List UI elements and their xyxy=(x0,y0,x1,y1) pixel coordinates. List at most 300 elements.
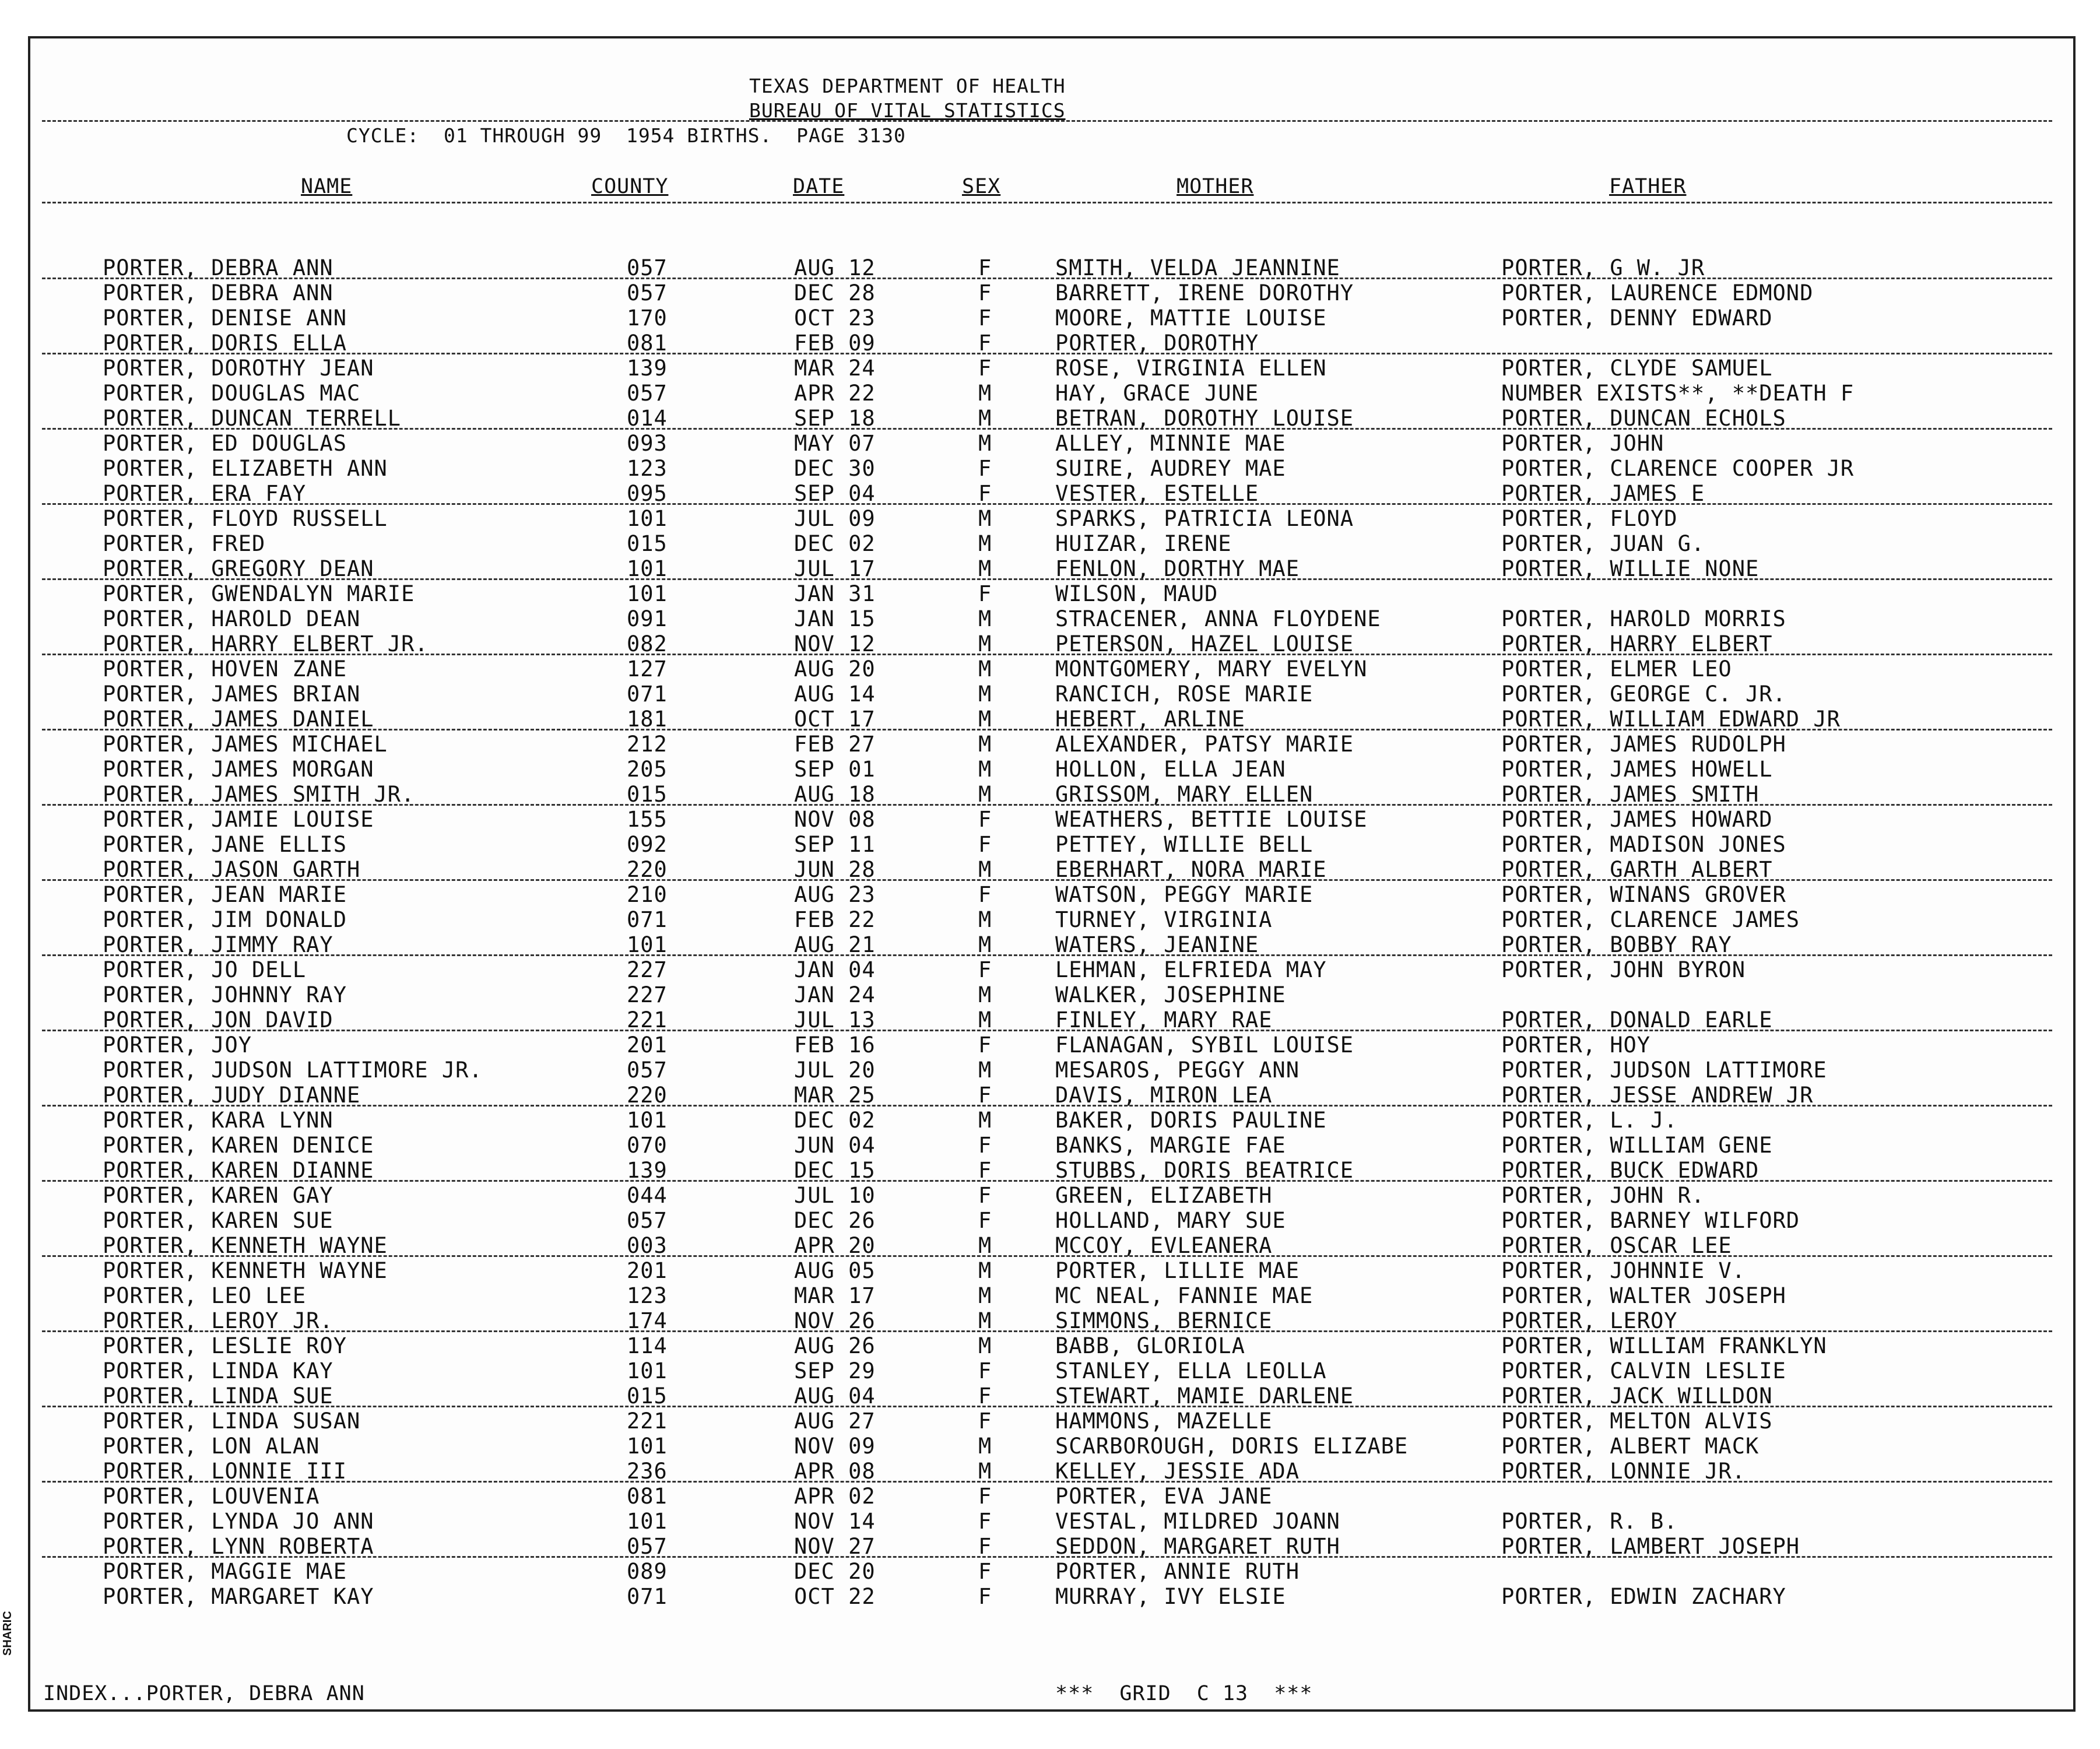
cell-mother: PORTER, DOROTHY xyxy=(1055,331,1259,356)
cell-mother: BETRAN, DOROTHY LOUISE xyxy=(1055,406,1354,431)
cell-name: PORTER, KENNETH WAYNE xyxy=(103,1233,388,1258)
cell-sex: M xyxy=(978,531,992,556)
cell-date: SEP 04 xyxy=(794,481,876,506)
cell-mother: GRISSOM, MARY ELLEN xyxy=(1055,782,1314,807)
cell-name: PORTER, JAMES MORGAN xyxy=(103,757,374,782)
cell-father: PORTER, DONALD EARLE xyxy=(1501,1007,1773,1032)
cell-date: SEP 01 xyxy=(794,757,876,782)
cell-sex: F xyxy=(978,1584,992,1609)
cell-father: PORTER, BOBBY RAY xyxy=(1501,932,1732,957)
cell-mother: HAMMONS, MAZELLE xyxy=(1055,1409,1273,1434)
cell-mother: HOLLAND, MARY SUE xyxy=(1055,1208,1286,1233)
cell-mother: PORTER, LILLIE MAE xyxy=(1055,1258,1300,1283)
cell-name: PORTER, JIMMY RAY xyxy=(103,932,333,957)
table-row xyxy=(0,556,2099,581)
row-group-rule xyxy=(42,729,2052,730)
cell-mother: SUIRE, AUDREY MAE xyxy=(1055,456,1286,481)
grid-label: *** GRID C 13 *** xyxy=(1055,1682,1313,1705)
table-row xyxy=(0,406,2099,431)
cell-sex: F xyxy=(978,1534,992,1559)
cell-father: PORTER, JOHN BYRON xyxy=(1501,957,1746,982)
cell-mother: SMITH, VELDA JEANNINE xyxy=(1055,255,1340,280)
row-group-rule xyxy=(42,1556,2052,1558)
table-row xyxy=(0,1032,2099,1058)
cell-mother: STEWART, MAMIE DARLENE xyxy=(1055,1383,1354,1409)
cell-county: 015 xyxy=(627,1383,668,1409)
cell-name: PORTER, DEBRA ANN xyxy=(103,280,333,305)
table-row xyxy=(0,581,2099,606)
table-row xyxy=(0,331,2099,356)
cell-sex: M xyxy=(978,556,992,581)
cell-date: NOV 26 xyxy=(794,1308,876,1333)
cell-sex: F xyxy=(978,1509,992,1534)
cell-mother: MOORE, MATTIE LOUISE xyxy=(1055,305,1327,331)
cell-county: 139 xyxy=(627,356,668,381)
cell-name: PORTER, DORIS ELLA xyxy=(103,331,347,356)
cell-date: JAN 31 xyxy=(794,581,876,606)
cell-sex: F xyxy=(978,280,992,305)
cell-name: PORTER, JAMES SMITH JR. xyxy=(103,782,415,807)
cell-name: PORTER, KENNETH WAYNE xyxy=(103,1258,388,1283)
cell-sex: F xyxy=(978,957,992,982)
cell-father: PORTER, OSCAR LEE xyxy=(1501,1233,1732,1258)
cell-county: 227 xyxy=(627,982,668,1007)
cell-mother: PETERSON, HAZEL LOUISE xyxy=(1055,631,1354,656)
cell-county: 139 xyxy=(627,1158,668,1183)
cell-sex: F xyxy=(978,1032,992,1058)
cell-father: PORTER, CLARENCE JAMES xyxy=(1501,907,1800,932)
table-row xyxy=(0,1007,2099,1032)
table-row xyxy=(0,506,2099,531)
cell-name: PORTER, KAREN DIANNE xyxy=(103,1158,374,1183)
cell-sex: F xyxy=(978,456,992,481)
table-row xyxy=(0,356,2099,381)
cell-date: JUL 20 xyxy=(794,1058,876,1083)
column-header-county: COUNTY xyxy=(591,175,669,198)
cell-date: FEB 16 xyxy=(794,1032,876,1058)
table-row xyxy=(0,1584,2099,1609)
cell-county: 236 xyxy=(627,1459,668,1484)
cell-date: APR 22 xyxy=(794,381,876,406)
row-group-rule xyxy=(42,353,2052,354)
cell-mother: HOLLON, ELLA JEAN xyxy=(1055,757,1286,782)
cell-mother: WATERS, JEANINE xyxy=(1055,932,1259,957)
cell-father: PORTER, HAROLD MORRIS xyxy=(1501,606,1786,631)
cell-sex: M xyxy=(978,757,992,782)
cell-county: 114 xyxy=(627,1333,668,1358)
row-group-rule xyxy=(42,1406,2052,1407)
cell-name: PORTER, HAROLD DEAN xyxy=(103,606,361,631)
cell-county: 155 xyxy=(627,807,668,832)
cell-county: 091 xyxy=(627,606,668,631)
cell-county: 014 xyxy=(627,406,668,431)
cell-county: 101 xyxy=(627,581,668,606)
row-group-rule xyxy=(42,1255,2052,1257)
cell-sex: F xyxy=(978,882,992,907)
table-row xyxy=(0,707,2099,732)
cell-name: PORTER, KAREN GAY xyxy=(103,1183,333,1208)
cell-county: 057 xyxy=(627,1208,668,1233)
table-row xyxy=(0,305,2099,331)
cell-sex: F xyxy=(978,1409,992,1434)
cell-name: PORTER, LONNIE III xyxy=(103,1459,347,1484)
cell-sex: M xyxy=(978,406,992,431)
table-row xyxy=(0,1183,2099,1208)
cell-father: PORTER, WALTER JOSEPH xyxy=(1501,1283,1786,1308)
row-group-rule xyxy=(42,1105,2052,1107)
table-row xyxy=(0,782,2099,807)
cell-sex: M xyxy=(978,1283,992,1308)
column-header-date: DATE xyxy=(793,175,845,198)
cell-county: 070 xyxy=(627,1133,668,1158)
cell-name: PORTER, JAMES MICHAEL xyxy=(103,732,388,757)
cell-name: PORTER, KARA LYNN xyxy=(103,1108,333,1133)
cell-father: PORTER, DENNY EDWARD xyxy=(1501,305,1773,331)
cell-county: 044 xyxy=(627,1183,668,1208)
cell-mother: ALEXANDER, PATSY MARIE xyxy=(1055,732,1354,757)
cell-name: PORTER, JON DAVID xyxy=(103,1007,333,1032)
cell-sex: F xyxy=(978,356,992,381)
cell-name: PORTER, JIM DONALD xyxy=(103,907,347,932)
cell-date: OCT 17 xyxy=(794,707,876,732)
cell-county: 057 xyxy=(627,381,668,406)
cell-father: PORTER, WINANS GROVER xyxy=(1501,882,1786,907)
table-row xyxy=(0,1133,2099,1158)
cell-county: 220 xyxy=(627,1083,668,1108)
cell-mother: MONTGOMERY, MARY EVELYN xyxy=(1055,656,1368,682)
table-row xyxy=(0,1409,2099,1434)
cell-mother: RANCICH, ROSE MARIE xyxy=(1055,682,1314,707)
cell-sex: F xyxy=(978,1183,992,1208)
cell-county: 220 xyxy=(627,857,668,882)
cell-date: DEC 26 xyxy=(794,1208,876,1233)
cell-father: PORTER, LAURENCE EDMOND xyxy=(1501,280,1814,305)
table-row xyxy=(0,832,2099,857)
table-row xyxy=(0,1383,2099,1409)
cell-date: AUG 12 xyxy=(794,255,876,280)
cell-name: PORTER, LOUVENIA xyxy=(103,1484,320,1509)
column-header-name: NAME xyxy=(301,175,353,198)
cell-name: PORTER, LESLIE ROY xyxy=(103,1333,347,1358)
cell-father: PORTER, JOHN R. xyxy=(1501,1183,1705,1208)
cell-county: 082 xyxy=(627,631,668,656)
cycle-line: CYCLE: 01 THROUGH 99 1954 BIRTHS. PAGE 3130 xyxy=(346,124,906,147)
cell-county: 127 xyxy=(627,656,668,682)
cell-date: OCT 22 xyxy=(794,1584,876,1609)
cell-sex: M xyxy=(978,1333,992,1358)
table-row xyxy=(0,1333,2099,1358)
cell-mother: SEDDON, MARGARET RUTH xyxy=(1055,1534,1340,1559)
cell-sex: F xyxy=(978,807,992,832)
cell-father: PORTER, HOY xyxy=(1501,1032,1651,1058)
cell-date: AUG 04 xyxy=(794,1383,876,1409)
cell-name: PORTER, JOHNNY RAY xyxy=(103,982,347,1007)
cell-mother: ALLEY, MINNIE MAE xyxy=(1055,431,1286,456)
row-group-rule xyxy=(42,428,2052,430)
table-row xyxy=(0,932,2099,957)
cell-name: PORTER, LYNN ROBERTA xyxy=(103,1534,374,1559)
cell-father: PORTER, CLARENCE COOPER JR xyxy=(1501,456,1855,481)
cell-mother: BANKS, MARGIE FAE xyxy=(1055,1133,1286,1158)
cell-father: PORTER, ELMER LEO xyxy=(1501,656,1732,682)
cell-father: PORTER, LONNIE JR. xyxy=(1501,1459,1746,1484)
table-row xyxy=(0,882,2099,907)
index-label: INDEX...PORTER, DEBRA ANN xyxy=(43,1682,365,1705)
side-label: SHARIC xyxy=(1,1611,14,1656)
table-row xyxy=(0,1559,2099,1584)
cell-date: JUL 10 xyxy=(794,1183,876,1208)
cell-sex: M xyxy=(978,631,992,656)
cell-county: 071 xyxy=(627,1584,668,1609)
cell-sex: M xyxy=(978,1434,992,1459)
table-row xyxy=(0,807,2099,832)
cell-mother: BAKER, DORIS PAULINE xyxy=(1055,1108,1327,1133)
department-title: TEXAS DEPARTMENT OF HEALTH xyxy=(749,75,1066,97)
cell-father: PORTER, JESSE ANDREW JR xyxy=(1501,1083,1814,1108)
cell-name: PORTER, HOVEN ZANE xyxy=(103,656,347,682)
row-group-rule xyxy=(42,1030,2052,1031)
cell-sex: F xyxy=(978,581,992,606)
cell-sex: M xyxy=(978,857,992,882)
cell-name: PORTER, LINDA SUE xyxy=(103,1383,333,1409)
cell-father: PORTER, JOHNNIE V. xyxy=(1501,1258,1746,1283)
table-row xyxy=(0,1534,2099,1559)
cell-mother: WEATHERS, BETTIE LOUISE xyxy=(1055,807,1368,832)
cell-mother: ROSE, VIRGINIA ELLEN xyxy=(1055,356,1327,381)
cell-name: PORTER, JUDY DIANNE xyxy=(103,1083,361,1108)
cell-mother: GREEN, ELIZABETH xyxy=(1055,1183,1273,1208)
cell-county: 101 xyxy=(627,1108,668,1133)
column-header-father: FATHER xyxy=(1609,175,1687,198)
cell-father: PORTER, WILLIAM EDWARD JR xyxy=(1501,707,1841,732)
table-row xyxy=(0,1484,2099,1509)
cell-father: PORTER, L. J. xyxy=(1501,1108,1678,1133)
cell-father: PORTER, CLYDE SAMUEL xyxy=(1501,356,1773,381)
column-header-mother: MOTHER xyxy=(1177,175,1254,198)
cell-sex: M xyxy=(978,1007,992,1032)
cell-mother: KELLEY, JESSIE ADA xyxy=(1055,1459,1300,1484)
header-rule xyxy=(42,120,2052,122)
cell-county: 123 xyxy=(627,456,668,481)
column-header-sex: SEX xyxy=(962,175,1001,198)
cell-county: 092 xyxy=(627,832,668,857)
cell-date: JUL 09 xyxy=(794,506,876,531)
cell-sex: M xyxy=(978,707,992,732)
cell-sex: M xyxy=(978,431,992,456)
cell-mother: LEHMAN, ELFRIEDA MAY xyxy=(1055,957,1327,982)
cell-sex: F xyxy=(978,1208,992,1233)
cell-sex: M xyxy=(978,1233,992,1258)
cell-mother: HUIZAR, IRENE xyxy=(1055,531,1232,556)
cell-father: PORTER, FLOYD xyxy=(1501,506,1678,531)
cell-name: PORTER, LYNDA JO ANN xyxy=(103,1509,374,1534)
cell-father: PORTER, JAMES HOWELL xyxy=(1501,757,1773,782)
cell-county: 089 xyxy=(627,1559,668,1584)
cell-date: SEP 29 xyxy=(794,1358,876,1383)
cell-mother: HEBERT, ARLINE xyxy=(1055,707,1245,732)
cell-date: SEP 18 xyxy=(794,406,876,431)
cell-county: 101 xyxy=(627,1434,668,1459)
table-row xyxy=(0,280,2099,305)
cell-sex: F xyxy=(978,305,992,331)
cell-mother: STUBBS, DORIS BEATRICE xyxy=(1055,1158,1354,1183)
cell-county: 003 xyxy=(627,1233,668,1258)
cell-mother: MURRAY, IVY ELSIE xyxy=(1055,1584,1286,1609)
cell-date: SEP 11 xyxy=(794,832,876,857)
cell-county: 205 xyxy=(627,757,668,782)
cell-name: PORTER, LINDA KAY xyxy=(103,1358,333,1383)
cell-county: 015 xyxy=(627,782,668,807)
cell-sex: M xyxy=(978,1308,992,1333)
cell-county: 057 xyxy=(627,1534,668,1559)
cell-father: PORTER, JACK WILLDON xyxy=(1501,1383,1773,1409)
cell-county: 181 xyxy=(627,707,668,732)
cell-father: PORTER, WILLIE NONE xyxy=(1501,556,1760,581)
row-group-rule xyxy=(42,1330,2052,1332)
cell-mother: TURNEY, VIRGINIA xyxy=(1055,907,1273,932)
cell-county: 101 xyxy=(627,1509,668,1534)
cell-date: AUG 27 xyxy=(794,1409,876,1434)
cell-name: PORTER, MAGGIE MAE xyxy=(103,1559,347,1584)
cell-name: PORTER, ERA FAY xyxy=(103,481,307,506)
cell-mother: WALKER, JOSEPHINE xyxy=(1055,982,1286,1007)
cell-county: 081 xyxy=(627,1484,668,1509)
cell-sex: F xyxy=(978,255,992,280)
cell-name: PORTER, HARRY ELBERT JR. xyxy=(103,631,429,656)
cell-name: PORTER, LON ALAN xyxy=(103,1434,320,1459)
cell-name: PORTER, JEAN MARIE xyxy=(103,882,347,907)
cell-date: APR 02 xyxy=(794,1484,876,1509)
cell-father: PORTER, LEROY xyxy=(1501,1308,1678,1333)
cell-date: AUG 23 xyxy=(794,882,876,907)
cell-name: PORTER, DUNCAN TERRELL xyxy=(103,406,402,431)
cell-county: 221 xyxy=(627,1007,668,1032)
cell-father: PORTER, JAMES HOWARD xyxy=(1501,807,1773,832)
cell-county: 015 xyxy=(627,531,668,556)
cell-mother: WILSON, MAUD xyxy=(1055,581,1218,606)
cell-mother: MCCOY, EVLEANERA xyxy=(1055,1233,1273,1258)
cell-father: PORTER, G W. JR xyxy=(1501,255,1705,280)
cell-father: PORTER, ALBERT MACK xyxy=(1501,1434,1760,1459)
table-row xyxy=(0,1258,2099,1283)
row-group-rule xyxy=(42,804,2052,806)
cell-name: PORTER, LEROY JR. xyxy=(103,1308,333,1333)
row-group-rule xyxy=(42,654,2052,655)
table-row xyxy=(0,1283,2099,1308)
cell-father: PORTER, MELTON ALVIS xyxy=(1501,1409,1773,1434)
table-row xyxy=(0,631,2099,656)
cell-date: DEC 28 xyxy=(794,280,876,305)
table-row xyxy=(0,1509,2099,1534)
cell-sex: M xyxy=(978,732,992,757)
cell-sex: M xyxy=(978,381,992,406)
cell-mother: BABB, GLORIOLA xyxy=(1055,1333,1245,1358)
cell-name: PORTER, JO DELL xyxy=(103,957,307,982)
cell-sex: F xyxy=(978,1358,992,1383)
cell-sex: F xyxy=(978,331,992,356)
cell-name: PORTER, JAMES BRIAN xyxy=(103,682,361,707)
cell-date: FEB 09 xyxy=(794,331,876,356)
cell-date: DEC 02 xyxy=(794,531,876,556)
cell-father: PORTER, HARRY ELBERT xyxy=(1501,631,1773,656)
cell-date: NOV 09 xyxy=(794,1434,876,1459)
cell-name: PORTER, DOROTHY JEAN xyxy=(103,356,374,381)
cell-sex: M xyxy=(978,1058,992,1083)
table-row xyxy=(0,1233,2099,1258)
cell-county: 101 xyxy=(627,1358,668,1383)
cell-county: 071 xyxy=(627,682,668,707)
cell-sex: F xyxy=(978,1484,992,1509)
cell-mother: EBERHART, NORA MARIE xyxy=(1055,857,1327,882)
cell-mother: VESTER, ESTELLE xyxy=(1055,481,1259,506)
cell-county: 095 xyxy=(627,481,668,506)
cell-mother: PORTER, EVA JANE xyxy=(1055,1484,1273,1509)
cell-date: FEB 27 xyxy=(794,732,876,757)
cell-father: PORTER, GEORGE C. JR. xyxy=(1501,682,1786,707)
row-group-rule xyxy=(42,879,2052,881)
cell-mother: MC NEAL, FANNIE MAE xyxy=(1055,1283,1314,1308)
cell-sex: F xyxy=(978,1133,992,1158)
cell-mother: BARRETT, IRENE DOROTHY xyxy=(1055,280,1354,305)
table-row xyxy=(0,481,2099,506)
cell-county: 081 xyxy=(627,331,668,356)
cell-father: PORTER, MADISON JONES xyxy=(1501,832,1786,857)
cell-county: 057 xyxy=(627,1058,668,1083)
table-row xyxy=(0,1434,2099,1459)
column-header-rule xyxy=(42,202,2052,203)
cell-name: PORTER, KAREN DENICE xyxy=(103,1133,374,1158)
cell-date: NOV 08 xyxy=(794,807,876,832)
cell-father: PORTER, R. B. xyxy=(1501,1509,1678,1534)
row-group-rule xyxy=(42,503,2052,505)
cell-sex: M xyxy=(978,606,992,631)
table-row xyxy=(0,255,2099,280)
cell-date: NOV 12 xyxy=(794,631,876,656)
cell-name: PORTER, GREGORY DEAN xyxy=(103,556,374,581)
bureau-title: BUREAU OF VITAL STATISTICS xyxy=(749,99,1066,122)
cell-date: OCT 23 xyxy=(794,305,876,331)
cell-mother: DAVIS, MIRON LEA xyxy=(1055,1083,1273,1108)
row-group-rule xyxy=(42,278,2052,279)
cell-county: 101 xyxy=(627,556,668,581)
cell-father: PORTER, EDWIN ZACHARY xyxy=(1501,1584,1786,1609)
cell-county: 221 xyxy=(627,1409,668,1434)
cell-name: PORTER, LINDA SUSAN xyxy=(103,1409,361,1434)
cell-county: 174 xyxy=(627,1308,668,1333)
cell-sex: M xyxy=(978,982,992,1007)
table-row xyxy=(0,531,2099,556)
cell-sex: F xyxy=(978,481,992,506)
cell-sex: M xyxy=(978,656,992,682)
cell-county: 071 xyxy=(627,907,668,932)
cell-father: PORTER, JUDSON LATTIMORE xyxy=(1501,1058,1827,1083)
cell-sex: M xyxy=(978,907,992,932)
row-group-rule xyxy=(42,954,2052,956)
cell-county: 227 xyxy=(627,957,668,982)
cell-father: NUMBER EXISTS**, **DEATH F xyxy=(1501,381,1855,406)
cell-county: 123 xyxy=(627,1283,668,1308)
cell-county: 093 xyxy=(627,431,668,456)
table-row xyxy=(0,1358,2099,1383)
cell-name: PORTER, JOY xyxy=(103,1032,252,1058)
cell-name: PORTER, DEBRA ANN xyxy=(103,255,333,280)
cell-name: PORTER, JAMIE LOUISE xyxy=(103,807,374,832)
cell-date: DEC 20 xyxy=(794,1559,876,1584)
cell-date: NOV 27 xyxy=(794,1534,876,1559)
cell-date: DEC 15 xyxy=(794,1158,876,1183)
cell-sex: M xyxy=(978,932,992,957)
cell-county: 210 xyxy=(627,882,668,907)
